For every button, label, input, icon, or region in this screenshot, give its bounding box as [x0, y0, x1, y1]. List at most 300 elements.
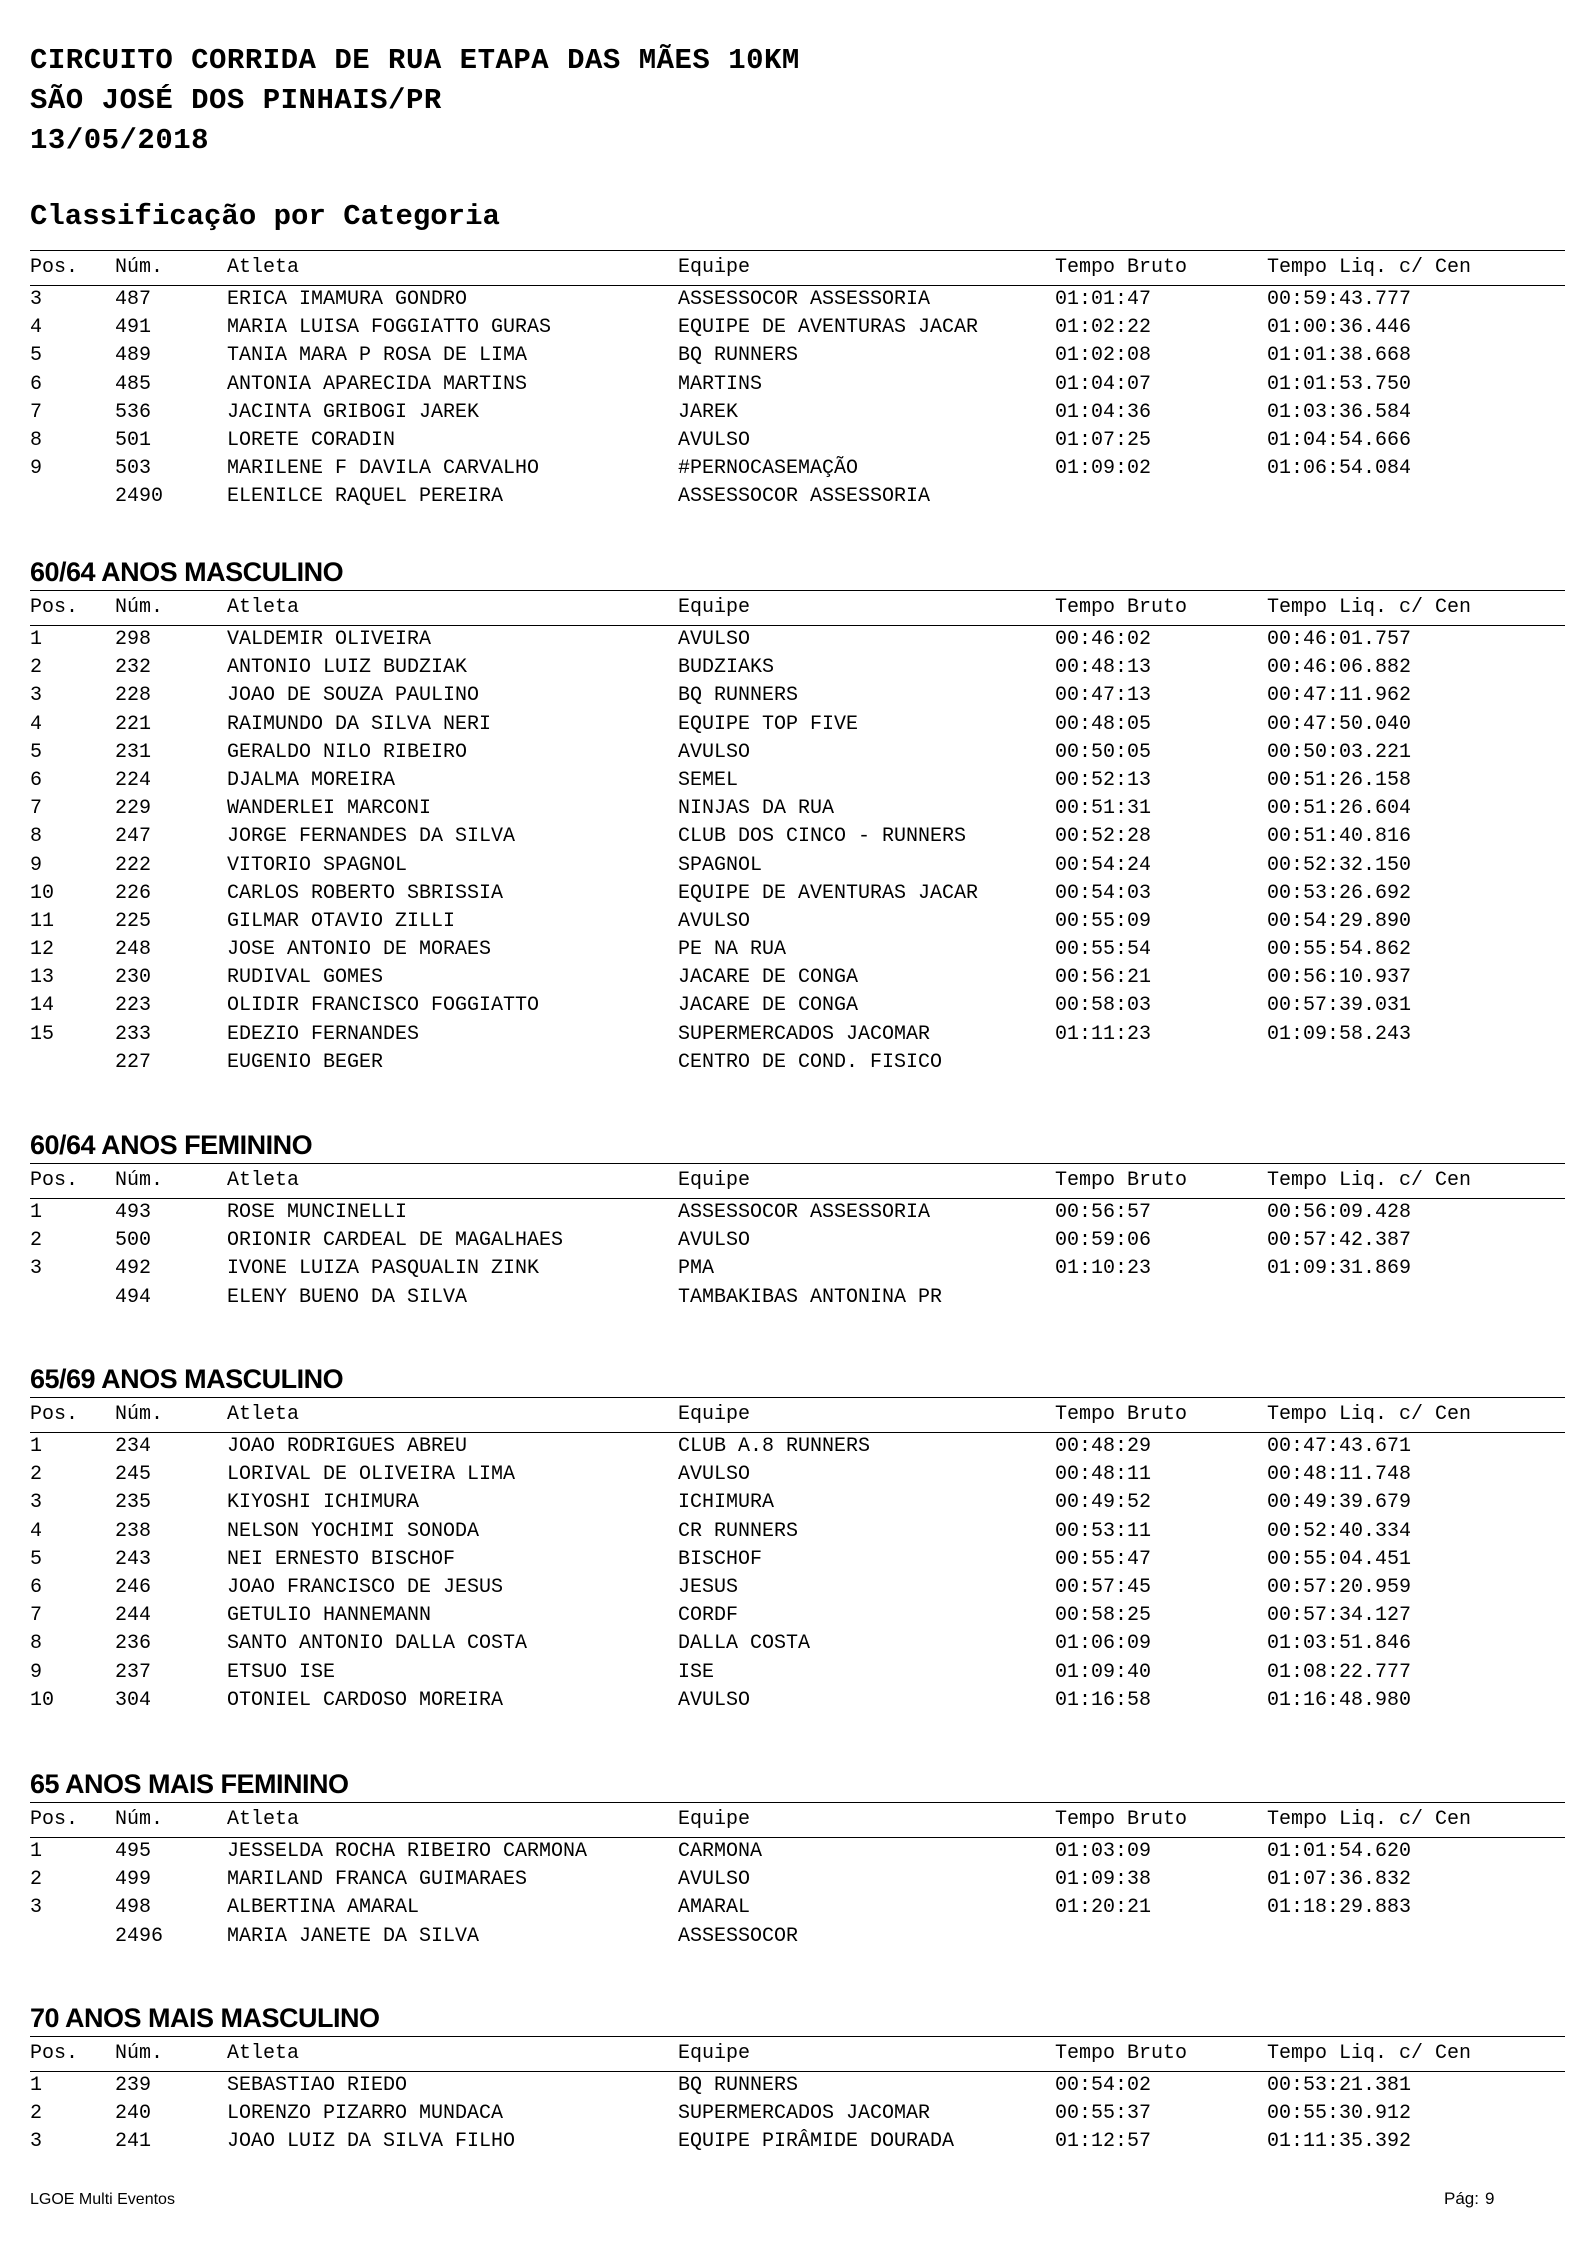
- cell-atleta: JESSELDA ROCHA RIBEIRO CARMONA: [227, 1840, 588, 1863]
- table-row: [30, 1546, 1565, 1574]
- cell-tempo-liq: 00:47:43.671: [1267, 1435, 1412, 1458]
- cell-equipe: AVULSO: [678, 1688, 751, 1712]
- cell-pos: 8: [30, 1632, 43, 1656]
- cell-num: 241: [115, 2130, 152, 2154]
- cell-equipe: AVULSO: [678, 1868, 751, 1892]
- cell-atleta: DJALMA MOREIRA: [227, 768, 396, 792]
- cell-tempo-bruto: 00:52:13: [1055, 768, 1152, 792]
- cell-atleta: GILMAR OTAVIO ZILLI: [227, 909, 456, 933]
- table-row: [30, 880, 1565, 908]
- cell-num: 233: [115, 1022, 152, 1046]
- cell-atleta: ANTONIA APARECIDA MARTINS: [227, 372, 528, 396]
- cell-tempo-liq: 00:57:39.031: [1267, 994, 1412, 1018]
- table-row: [30, 654, 1565, 682]
- cell-tempo-liq: 00:49:39.679: [1267, 1491, 1412, 1515]
- cell-atleta: MARILENE F DAVILA CARVALHO: [227, 457, 540, 481]
- cell-num: 240: [115, 2102, 152, 2126]
- cell-num: 503: [115, 457, 152, 481]
- col-equipe-header: Equipe: [678, 2042, 751, 2065]
- category-section: [30, 554, 1565, 1077]
- category-section: [30, 250, 1565, 512]
- table-row: [30, 2072, 1565, 2100]
- cell-equipe: ASSESSOCOR ASSESSORIA: [678, 485, 931, 509]
- cell-num: 222: [115, 853, 152, 877]
- table-row: [30, 626, 1565, 654]
- cell-equipe: AMARAL: [678, 1896, 751, 1920]
- cell-tempo-bruto: 00:56:57: [1055, 1201, 1152, 1224]
- cell-tempo-bruto: 00:55:09: [1055, 909, 1152, 933]
- category-title: 65/69 ANOS MASCULINO: [30, 1364, 344, 1394]
- cell-tempo-liq: 01:06:54.084: [1267, 457, 1412, 481]
- cell-atleta: OLIDIR FRANCISCO FOGGIATTO: [227, 994, 540, 1018]
- cell-num: 244: [115, 1604, 152, 1628]
- cell-tempo-bruto: 01:04:36: [1055, 400, 1152, 424]
- col-tempo-bruto-header: Tempo Bruto: [1055, 1403, 1188, 1426]
- cell-atleta: SEBASTIAO RIEDO: [227, 2074, 408, 2097]
- cell-tempo-liq: 00:47:50.040: [1267, 712, 1412, 736]
- cell-atleta: TANIA MARA P ROSA DE LIMA: [227, 344, 528, 368]
- table-row: [30, 1894, 1565, 1922]
- cell-tempo-liq: 01:01:54.620: [1267, 1840, 1412, 1863]
- cell-num: 243: [115, 1547, 152, 1571]
- col-tempo-liq-header: Tempo Liq. c/ Cen: [1267, 596, 1472, 619]
- cell-atleta: MARIA LUISA FOGGIATTO GURAS: [227, 316, 552, 340]
- cell-num: 238: [115, 1519, 152, 1543]
- cell-equipe: AVULSO: [678, 628, 751, 651]
- col-tempo-liq-header: Tempo Liq. c/ Cen: [1267, 1403, 1472, 1426]
- table-row: [30, 795, 1565, 823]
- results-rows: [30, 2072, 1565, 2157]
- table-row: [30, 1923, 1565, 1951]
- category-title: 65 ANOS MAIS FEMININO: [30, 1769, 349, 1799]
- cell-atleta: CARLOS ROBERTO SBRISSIA: [227, 881, 504, 905]
- cell-equipe: AVULSO: [678, 1229, 751, 1253]
- col-atleta-header: Atleta: [227, 596, 300, 619]
- table-row: [30, 314, 1565, 342]
- table-row: [30, 1049, 1565, 1077]
- cell-pos: 10: [30, 1688, 55, 1712]
- cell-tempo-bruto: 00:54:24: [1055, 853, 1152, 877]
- table-row: [30, 1687, 1565, 1715]
- table-header: [30, 2037, 1565, 2072]
- cell-atleta: VITORIO SPAGNOL: [227, 853, 408, 877]
- cell-equipe: BQ RUNNERS: [678, 684, 799, 708]
- cell-pos: 3: [30, 684, 43, 708]
- cell-pos: 8: [30, 428, 43, 452]
- category-section: [30, 1127, 1565, 1312]
- cell-atleta: JACINTA GRIBOGI JAREK: [227, 400, 480, 424]
- cell-equipe: DALLA COSTA: [678, 1632, 811, 1656]
- cell-num: 494: [115, 1285, 152, 1309]
- cell-atleta: ORIONIR CARDEAL DE MAGALHAES: [227, 1229, 564, 1253]
- cell-tempo-liq: 01:00:36.446: [1267, 316, 1412, 340]
- cell-atleta: EDEZIO FERNANDES: [227, 1022, 420, 1046]
- cell-num: 2490: [115, 485, 164, 509]
- cell-pos: 13: [30, 966, 55, 990]
- category-title: 60/64 ANOS FEMININO: [30, 1130, 313, 1160]
- col-atleta-header: Atleta: [227, 256, 300, 279]
- col-pos-header: Pos.: [30, 256, 79, 279]
- cell-num: 239: [115, 2074, 152, 2097]
- cell-num: 234: [115, 1435, 152, 1458]
- cell-num: 237: [115, 1660, 152, 1684]
- cell-tempo-liq: 00:56:09.428: [1267, 1201, 1412, 1224]
- cell-num: 495: [115, 1840, 152, 1863]
- cell-pos: 5: [30, 1547, 43, 1571]
- cell-tempo-bruto: 00:48:29: [1055, 1435, 1152, 1458]
- cell-tempo-liq: 00:57:20.959: [1267, 1575, 1412, 1599]
- cell-num: 536: [115, 400, 152, 424]
- table-row: [30, 823, 1565, 851]
- cell-equipe: CENTRO DE COND. FISICO: [678, 1050, 943, 1074]
- cell-atleta: GERALDO NILO RIBEIRO: [227, 740, 468, 764]
- cell-tempo-liq: 00:59:43.777: [1267, 288, 1412, 311]
- cell-num: 498: [115, 1896, 152, 1920]
- cell-pos: 1: [30, 1840, 43, 1863]
- cell-atleta: ERICA IMAMURA GONDRO: [227, 288, 468, 311]
- cell-tempo-liq: 01:08:22.777: [1267, 1660, 1412, 1684]
- cell-pos: 2: [30, 1868, 43, 1892]
- table-row: [30, 682, 1565, 710]
- cell-equipe: SUPERMERCADOS JACOMAR: [678, 1022, 931, 1046]
- cell-equipe: ASSESSOCOR ASSESSORIA: [678, 288, 931, 311]
- cell-pos: 3: [30, 288, 43, 311]
- cell-tempo-bruto: 01:09:38: [1055, 1868, 1152, 1892]
- col-num-header: Núm.: [115, 1808, 164, 1831]
- cell-pos: 6: [30, 1575, 43, 1599]
- cell-atleta: JOAO DE SOUZA PAULINO: [227, 684, 480, 708]
- cell-pos: 1: [30, 628, 43, 651]
- table-row: [30, 739, 1565, 767]
- cell-atleta: LORENZO PIZARRO MUNDACA: [227, 2102, 504, 2126]
- cell-num: 298: [115, 628, 152, 651]
- table-row: [30, 455, 1565, 483]
- cell-tempo-liq: 00:55:30.912: [1267, 2102, 1412, 2126]
- cell-atleta: RUDIVAL GOMES: [227, 966, 384, 990]
- cell-num: 221: [115, 712, 152, 736]
- cell-atleta: SANTO ANTONIO DALLA COSTA: [227, 1632, 528, 1656]
- cell-tempo-liq: 00:51:26.158: [1267, 768, 1412, 792]
- cell-num: 489: [115, 344, 152, 368]
- col-atleta-header: Atleta: [227, 1808, 300, 1831]
- table-row: [30, 1461, 1565, 1489]
- cell-pos: 6: [30, 768, 43, 792]
- cell-equipe: EQUIPE DE AVENTURAS JACAR: [678, 316, 979, 340]
- table-row: [30, 399, 1565, 427]
- cell-tempo-liq: 00:47:11.962: [1267, 684, 1412, 708]
- cell-atleta: ALBERTINA AMARAL: [227, 1896, 420, 1920]
- cell-equipe: CLUB DOS CINCO - RUNNERS: [678, 825, 967, 849]
- cell-tempo-liq: 01:09:58.243: [1267, 1022, 1412, 1046]
- cell-pos: 7: [30, 1604, 43, 1628]
- category-section: [30, 2000, 1565, 2157]
- cell-pos: 8: [30, 825, 43, 849]
- col-num-header: Núm.: [115, 1403, 164, 1426]
- cell-tempo-bruto: 00:46:02: [1055, 628, 1152, 651]
- table-row: [30, 964, 1565, 992]
- cell-equipe: CORDF: [678, 1604, 739, 1628]
- cell-equipe: ASSESSOCOR ASSESSORIA: [678, 1201, 931, 1224]
- cell-equipe: EQUIPE TOP FIVE: [678, 712, 859, 736]
- cell-tempo-liq: 01:16:48.980: [1267, 1688, 1412, 1712]
- table-row: [30, 286, 1565, 314]
- cell-tempo-bruto: 01:02:22: [1055, 316, 1152, 340]
- cell-pos: 10: [30, 881, 55, 905]
- cell-pos: 5: [30, 740, 43, 764]
- cell-tempo-liq: 01:03:36.584: [1267, 400, 1412, 424]
- cell-num: 229: [115, 797, 152, 821]
- cell-equipe: SUPERMERCADOS JACOMAR: [678, 2102, 931, 2126]
- cell-pos: 3: [30, 1896, 43, 1920]
- cell-equipe: BUDZIAKS: [678, 656, 775, 680]
- cell-equipe: NINJAS DA RUA: [678, 797, 835, 821]
- cell-tempo-liq: 00:52:40.334: [1267, 1519, 1412, 1543]
- cell-pos: 2: [30, 1463, 43, 1487]
- cell-tempo-liq: 01:11:35.392: [1267, 2130, 1412, 2154]
- cell-atleta: EUGENIO BEGER: [227, 1050, 384, 1074]
- cell-tempo-bruto: 00:51:31: [1055, 797, 1152, 821]
- cell-atleta: GETULIO HANNEMANN: [227, 1604, 432, 1628]
- cell-atleta: JOSE ANTONIO DE MORAES: [227, 938, 492, 962]
- cell-equipe: JAREK: [678, 400, 739, 424]
- cell-pos: 4: [30, 316, 43, 340]
- cell-tempo-bruto: 00:58:03: [1055, 994, 1152, 1018]
- cell-equipe: JACARE DE CONGA: [678, 966, 859, 990]
- cell-pos: 12: [30, 938, 55, 962]
- table-row: [30, 1838, 1565, 1866]
- cell-tempo-liq: 00:57:42.387: [1267, 1229, 1412, 1253]
- cell-atleta: RAIMUNDO DA SILVA NERI: [227, 712, 492, 736]
- cell-tempo-liq: 00:50:03.221: [1267, 740, 1412, 764]
- cell-pos: 1: [30, 1435, 43, 1458]
- cell-equipe: EQUIPE PIRÂMIDE DOURADA: [678, 2130, 955, 2154]
- cell-num: 500: [115, 1229, 152, 1253]
- cell-pos: 15: [30, 1022, 55, 1046]
- cell-tempo-bruto: 00:57:45: [1055, 1575, 1152, 1599]
- category-section: [30, 1361, 1565, 1715]
- cell-num: 485: [115, 372, 152, 396]
- cell-tempo-bruto: 00:56:21: [1055, 966, 1152, 990]
- cell-equipe: ISE: [678, 1660, 715, 1684]
- cell-tempo-bruto: 00:55:54: [1055, 938, 1152, 962]
- table-row: [30, 1574, 1565, 1602]
- cell-pos: 9: [30, 1660, 43, 1684]
- table-row: [30, 1659, 1565, 1687]
- cell-num: 2496: [115, 1924, 164, 1948]
- cell-tempo-liq: 00:54:29.890: [1267, 909, 1412, 933]
- cell-pos: 3: [30, 1257, 43, 1281]
- table-row: [30, 852, 1565, 880]
- cell-equipe: AVULSO: [678, 909, 751, 933]
- cell-atleta: VALDEMIR OLIVEIRA: [227, 628, 432, 651]
- cell-pos: 4: [30, 1519, 43, 1543]
- cell-tempo-liq: 00:46:01.757: [1267, 628, 1412, 651]
- cell-num: 225: [115, 909, 152, 933]
- report-subtitle: Classificação por Categoria: [30, 200, 500, 233]
- cell-tempo-liq: 00:51:26.604: [1267, 797, 1412, 821]
- cell-tempo-liq: 01:04:54.666: [1267, 428, 1412, 452]
- cell-equipe: PMA: [678, 1257, 715, 1281]
- col-num-header: Núm.: [115, 596, 164, 619]
- cell-atleta: OTONIEL CARDOSO MOREIRA: [227, 1688, 504, 1712]
- cell-pos: 11: [30, 909, 55, 933]
- cell-equipe: JESUS: [678, 1575, 739, 1599]
- cell-pos: 1: [30, 1201, 43, 1224]
- cell-num: 501: [115, 428, 152, 452]
- cell-equipe: ICHIMURA: [678, 1491, 775, 1515]
- cell-pos: 9: [30, 853, 43, 877]
- cell-num: 246: [115, 1575, 152, 1599]
- category-title: 70 ANOS MAIS MASCULINO: [30, 2003, 380, 2033]
- cell-equipe: ASSESSOCOR: [678, 1924, 799, 1948]
- cell-atleta: MARILAND FRANCA GUIMARAES: [227, 1868, 528, 1892]
- table-row: [30, 1489, 1565, 1517]
- cell-pos: 2: [30, 656, 43, 680]
- page-number-footer: [1444, 2189, 1500, 2209]
- table-row: [30, 1866, 1565, 1894]
- cell-tempo-liq: 00:55:54.862: [1267, 938, 1412, 962]
- cell-tempo-bruto: 01:06:09: [1055, 1632, 1152, 1656]
- results-rows: [30, 286, 1565, 512]
- cell-num: 492: [115, 1257, 152, 1281]
- cell-tempo-bruto: 01:11:23: [1055, 1022, 1152, 1046]
- cell-num: 227: [115, 1050, 152, 1074]
- table-row: [30, 711, 1565, 739]
- cell-tempo-bruto: 01:03:09: [1055, 1840, 1152, 1863]
- table-row: [30, 1602, 1565, 1630]
- cell-tempo-bruto: 00:55:47: [1055, 1547, 1152, 1571]
- cell-num: 245: [115, 1463, 152, 1487]
- table-row: [30, 2128, 1565, 2156]
- col-tempo-liq-header: Tempo Liq. c/ Cen: [1267, 2042, 1472, 2065]
- cell-tempo-bruto: 01:12:57: [1055, 2130, 1152, 2154]
- col-equipe-header: Equipe: [678, 1403, 751, 1426]
- cell-tempo-bruto: 00:58:25: [1055, 1604, 1152, 1628]
- table-row: [30, 1433, 1565, 1461]
- cell-atleta: JOAO FRANCISCO DE JESUS: [227, 1575, 504, 1599]
- col-num-header: Núm.: [115, 256, 164, 279]
- col-pos-header: Pos.: [30, 1808, 79, 1831]
- table-row: [30, 2100, 1565, 2128]
- cell-equipe: AVULSO: [678, 428, 751, 452]
- table-row: [30, 483, 1565, 511]
- col-num-header: Núm.: [115, 2042, 164, 2065]
- cell-tempo-liq: 01:01:53.750: [1267, 372, 1412, 396]
- table-row: [30, 1227, 1565, 1255]
- cell-atleta: JORGE FERNANDES DA SILVA: [227, 825, 516, 849]
- table-row: [30, 1630, 1565, 1658]
- cell-tempo-bruto: 01:04:07: [1055, 372, 1152, 396]
- cell-equipe: MARTINS: [678, 372, 763, 396]
- cell-pos: 2: [30, 1229, 43, 1253]
- cell-num: 247: [115, 825, 152, 849]
- cell-tempo-liq: 00:53:26.692: [1267, 881, 1412, 905]
- cell-atleta: ELENILCE RAQUEL PEREIRA: [227, 485, 504, 509]
- cell-tempo-bruto: 01:16:58: [1055, 1688, 1152, 1712]
- cell-pos: 3: [30, 1491, 43, 1515]
- table-row: [30, 767, 1565, 795]
- col-atleta-header: Atleta: [227, 1169, 300, 1192]
- cell-num: 499: [115, 1868, 152, 1892]
- table-row: [30, 342, 1565, 370]
- col-equipe-header: Equipe: [678, 596, 751, 619]
- cell-atleta: ETSUO ISE: [227, 1660, 336, 1684]
- cell-num: 493: [115, 1201, 152, 1224]
- cell-num: 228: [115, 684, 152, 708]
- cell-tempo-liq: 01:18:29.883: [1267, 1896, 1412, 1920]
- table-header: [30, 251, 1565, 286]
- cell-tempo-liq: 00:57:34.127: [1267, 1604, 1412, 1628]
- cell-pos: 1: [30, 2074, 43, 2097]
- cell-tempo-liq: 01:09:31.869: [1267, 1257, 1412, 1281]
- cell-tempo-bruto: 01:09:02: [1055, 457, 1152, 481]
- event-title: CIRCUITO CORRIDA DE RUA ETAPA DAS MÃES 10KM: [30, 44, 800, 77]
- table-row: [30, 1255, 1565, 1283]
- cell-equipe: #PERNOCASEMAÇÃO: [678, 457, 859, 481]
- event-date: 13/05/2018: [30, 124, 210, 157]
- cell-num: 235: [115, 1491, 152, 1515]
- page-number: 9: [1484, 2189, 1495, 2208]
- cell-atleta: JOAO LUIZ DA SILVA FILHO: [227, 2130, 516, 2154]
- cell-atleta: ANTONIO LUIZ BUDZIAK: [227, 656, 468, 680]
- cell-tempo-bruto: 00:53:11: [1055, 1519, 1152, 1543]
- cell-atleta: ROSE MUNCINELLI: [227, 1201, 408, 1224]
- col-equipe-header: Equipe: [678, 256, 751, 279]
- cell-equipe: PE NA RUA: [678, 938, 787, 962]
- col-tempo-bruto-header: Tempo Bruto: [1055, 1169, 1188, 1192]
- cell-tempo-bruto: 00:48:13: [1055, 656, 1152, 680]
- cell-pos: 9: [30, 457, 43, 481]
- cell-tempo-liq: 00:53:21.381: [1267, 2074, 1412, 2097]
- col-equipe-header: Equipe: [678, 1169, 751, 1192]
- cell-tempo-bruto: 00:50:05: [1055, 740, 1152, 764]
- cell-tempo-bruto: 01:10:23: [1055, 1257, 1152, 1281]
- cell-tempo-bruto: 00:48:11: [1055, 1463, 1152, 1487]
- cell-num: 236: [115, 1632, 152, 1656]
- cell-equipe: BQ RUNNERS: [678, 344, 799, 368]
- cell-pos: 7: [30, 797, 43, 821]
- page-label: Pág:: [1444, 2189, 1479, 2208]
- col-atleta-header: Atleta: [227, 2042, 300, 2065]
- cell-pos: 2: [30, 2102, 43, 2126]
- cell-equipe: CARMONA: [678, 1840, 763, 1863]
- cell-tempo-bruto: 00:47:13: [1055, 684, 1152, 708]
- table-row: [30, 371, 1565, 399]
- table-header: [30, 591, 1565, 626]
- cell-equipe: EQUIPE DE AVENTURAS JACAR: [678, 881, 979, 905]
- col-pos-header: Pos.: [30, 1169, 79, 1192]
- col-tempo-bruto-header: Tempo Bruto: [1055, 256, 1188, 279]
- cell-num: 304: [115, 1688, 152, 1712]
- cell-tempo-liq: 01:07:36.832: [1267, 1868, 1412, 1892]
- category-section: [30, 1766, 1565, 1951]
- cell-atleta: JOAO RODRIGUES ABREU: [227, 1435, 468, 1458]
- cell-pos: 4: [30, 712, 43, 736]
- cell-num: 230: [115, 966, 152, 990]
- cell-atleta: NEI ERNESTO BISCHOF: [227, 1547, 456, 1571]
- col-tempo-liq-header: Tempo Liq. c/ Cen: [1267, 1808, 1472, 1831]
- cell-atleta: IVONE LUIZA PASQUALIN ZINK: [227, 1257, 540, 1281]
- cell-atleta: LORETE CORADIN: [227, 428, 396, 452]
- col-tempo-liq-header: Tempo Liq. c/ Cen: [1267, 256, 1472, 279]
- cell-num: 491: [115, 316, 152, 340]
- col-pos-header: Pos.: [30, 2042, 79, 2065]
- cell-tempo-bruto: 01:02:08: [1055, 344, 1152, 368]
- cell-num: 226: [115, 881, 152, 905]
- cell-equipe: TAMBAKIBAS ANTONINA PR: [678, 1285, 943, 1309]
- cell-equipe: SEMEL: [678, 768, 739, 792]
- cell-tempo-liq: 00:55:04.451: [1267, 1547, 1412, 1571]
